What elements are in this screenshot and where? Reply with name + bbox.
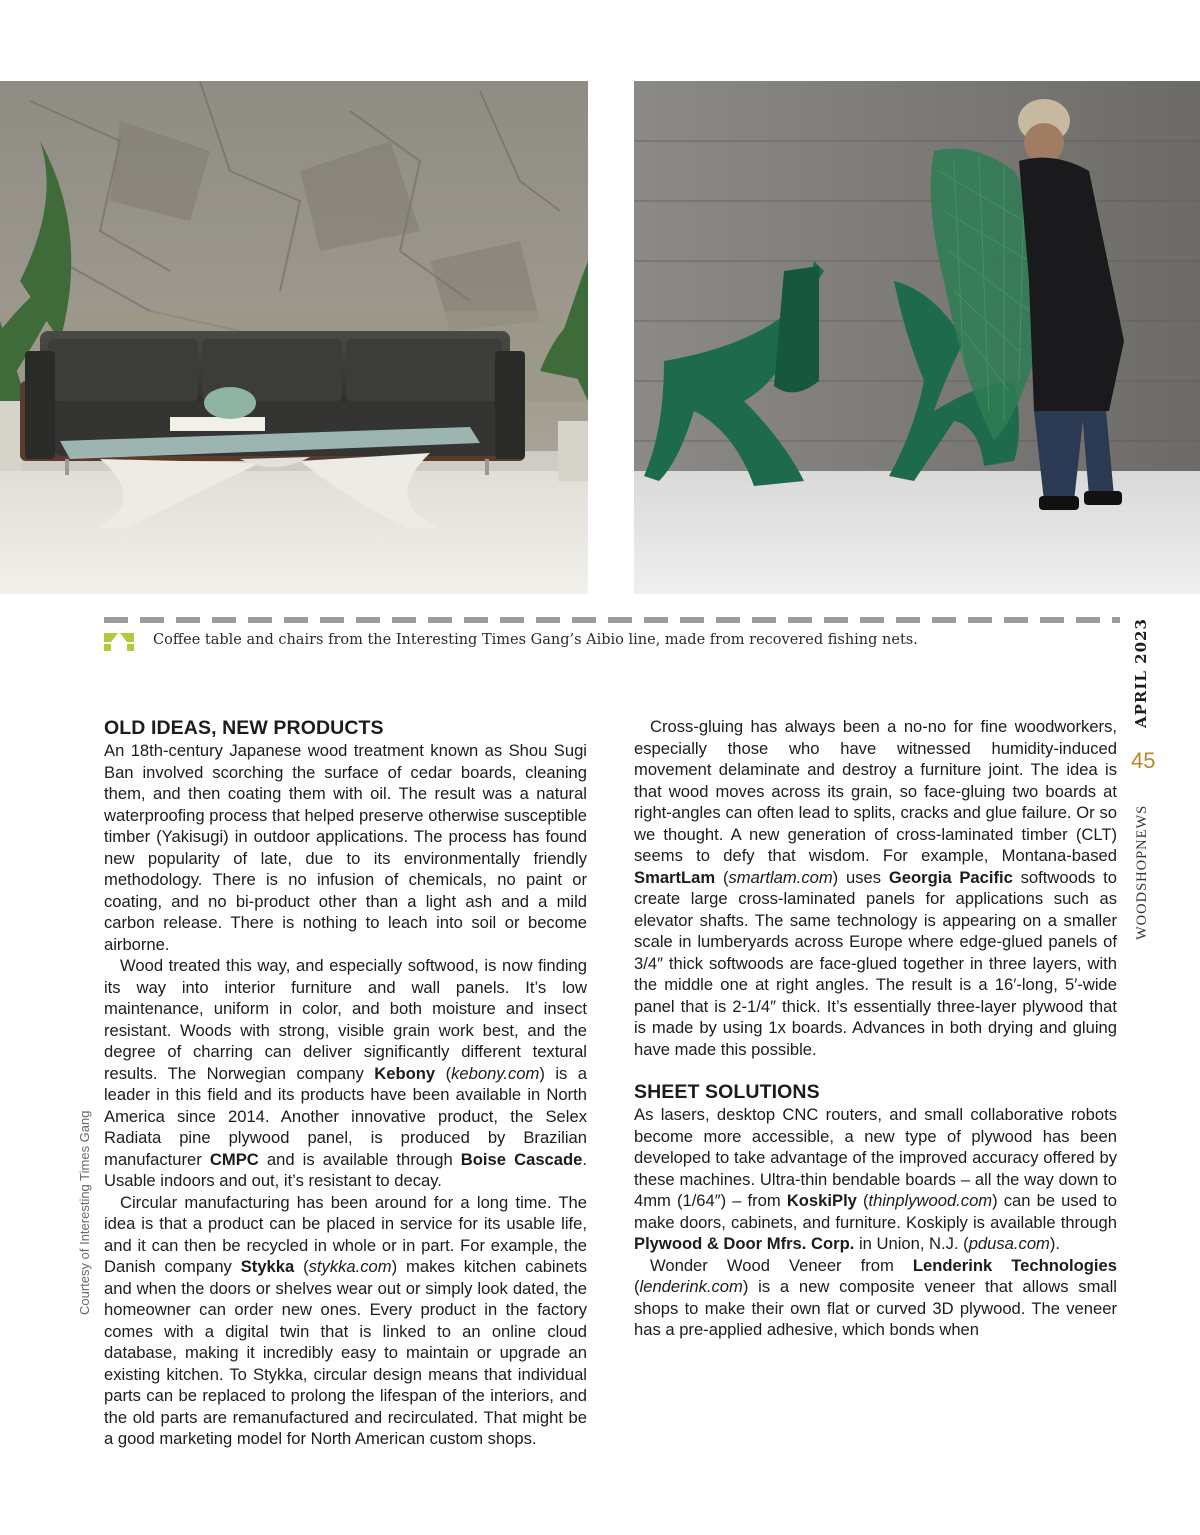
- section-heading-sheet-solutions: SHEET SOLUTIONS: [634, 1081, 820, 1103]
- paragraph-wood-treated: Wood treated this way, and especially softwood, is now finding its way into interior furniture and wall panels. It’s low maintenance, uniform in color, and both moisture and insect resistant. Woods with strong, visible grain work best, and the degree of charring can deliver significantly different textural results. The Norwegian company Kebony (kebony.com) is a leader in this field and its products have been available in North America since 2014. Another innovative product, the Selex Radiata pine plywood panel, is produced by Brazilian manufacturer CMPC and is available through Boise Cascade. Usable indoors and out, it’s resistant to decay.: [104, 956, 587, 1190]
- issue-date: APRIL 2023: [1132, 618, 1150, 728]
- article-column-right-content: [634, 716, 1117, 1341]
- url-pdusa: pdusa.com: [968, 1234, 1050, 1253]
- url-koskiply: thinplywood.com: [868, 1191, 993, 1210]
- company-smartlam: SmartLam: [634, 867, 716, 887]
- paragraph-sheet-solutions: As lasers, desktop CNC routers, and small collaborative robots become more accessible, a new type of plywood has been developed to take advantage of the improved accuracy offered by these machines. Ultra-thin bendable boards – all the way down to 4mm (1/64″) – from KoskiPly (thinplywood.com) can be used to make doors, cabinets, and furniture. Koskiply is available through Plywood & Door Mfrs. Corp. in Union, N.J. (pdusa.com).: [634, 1105, 1117, 1253]
- photo-sofa-coffee-table: [0, 81, 588, 594]
- url-stykka: stykka.com: [308, 1257, 392, 1276]
- company-lenderink: Lenderink Technologies: [912, 1255, 1117, 1275]
- sofa-scene-illustration: [0, 81, 588, 594]
- company-kebony: Kebony: [374, 1063, 436, 1083]
- photo-green-chairs-fishing-net: [634, 81, 1200, 594]
- page-number: 45: [1131, 748, 1156, 773]
- paragraph-circular-manufacturing: Circular manufacturing has been around for a long time. The idea is that a product can be placed in service for its usable life, and it can then be recycled in whole or in part. For example, the Danish company Stykka (stykka.com) makes kitchen cabinets and when the doors or shelves wear out or simply look dated, the homeowner can order new ones. Every product in the factory comes with a digital twin that is linked to an online cloud database, making it incredibly easy to maintain or upgrade an existing kitchen. To Stykka, circular design means that individual parts can be replaced to prolong the lifespan of the interiors, and the old parts are remanufactured and recirculated. That might be a good marketing model for North American custom shops.: [104, 1192, 587, 1448]
- company-georgia-pacific: Georgia Pacific: [888, 867, 1013, 887]
- paragraph-wonder-wood: Wonder Wood Veneer from Lenderink Technologies (lenderink.com) is a new composite veneer that allows small shops to make their own flat or curved 3D plywood. The veneer has a pre-applied adhesive, which bonds when: [634, 1255, 1117, 1339]
- url-kebony: kebony.com: [451, 1063, 540, 1083]
- url-smartlam: smartlam.com: [728, 867, 833, 887]
- url-lenderink: lenderink.com: [639, 1277, 743, 1296]
- company-cmpc: CMPC: [209, 1149, 259, 1169]
- magazine-name: WOODSHOPNEWS: [1134, 804, 1150, 940]
- company-plywood-door-mfrs: Plywood & Door Mfrs. Corp.: [634, 1234, 855, 1253]
- chairs-scene-illustration: [634, 81, 1200, 594]
- company-koskiply: KoskiPly: [786, 1191, 857, 1210]
- company-stykka: Stykka: [240, 1257, 295, 1276]
- paragraph-shou-sugi-ban: An 18th-century Japanese wood treatment known as Shou Sugi Ban involved scorching the surface of cedar boards, cleaning them, and then coating them with oil. The result was a natural waterproofing process that helped preserve otherwise susceptible timber (Yakisugi) in outdoor applications. The process has found new popularity of late, due to its environmentally friendly methodology. There is no infusion of chemicals, no paint or coating, and no bi-product other than a light ash and a mild carbon release. There is nothing to leach into soil or become airborne.: [104, 741, 587, 954]
- chevron-marker-icon: [104, 633, 134, 651]
- paragraph-cross-gluing: Cross-gluing has always been a no-no for fine woodworkers, especially those who have witnessed humidity-induced movement delaminate and destroy a furniture joint. The idea is that wood moves across its grain, so face-gluing two boards at right-angles can often lead to splits, cracks and glue failure. Or so we thought. A new generation of cross-laminated timber (CLT) seems to defy that wisdom. For example, Montana-based SmartLam (smartlam.com) uses Georgia Pacific softwoods to create large cross-laminated panels for applications such as elevator shafts. The same technology is appearing on a smaller scale in lumberyards across Europe where edge-glued panels of 3/4″ thick softwoods are face-glued together in three layers, with the middle one at right angles. The result is a 16′-long, 5′-wide panel that is 2-1/4″ thick. It’s essentially three-layer plywood that is made by using 1x boards. Advances in both drying and gluing have made this possible.: [634, 717, 1117, 1059]
- section-heading-old-ideas: OLD IDEAS, NEW PRODUCTS: [104, 717, 384, 739]
- photo-caption: Coffee table and chairs from the Interesting Times Gang’s Aibio line, made from recovered fishing nets.: [153, 632, 918, 648]
- article-column-left: [104, 716, 587, 1450]
- company-boise-cascade: Boise Cascade: [460, 1149, 583, 1169]
- photo-credit: Courtesy of Interesting Times Gang: [77, 1110, 92, 1315]
- dashed-divider-rule: [104, 617, 1120, 623]
